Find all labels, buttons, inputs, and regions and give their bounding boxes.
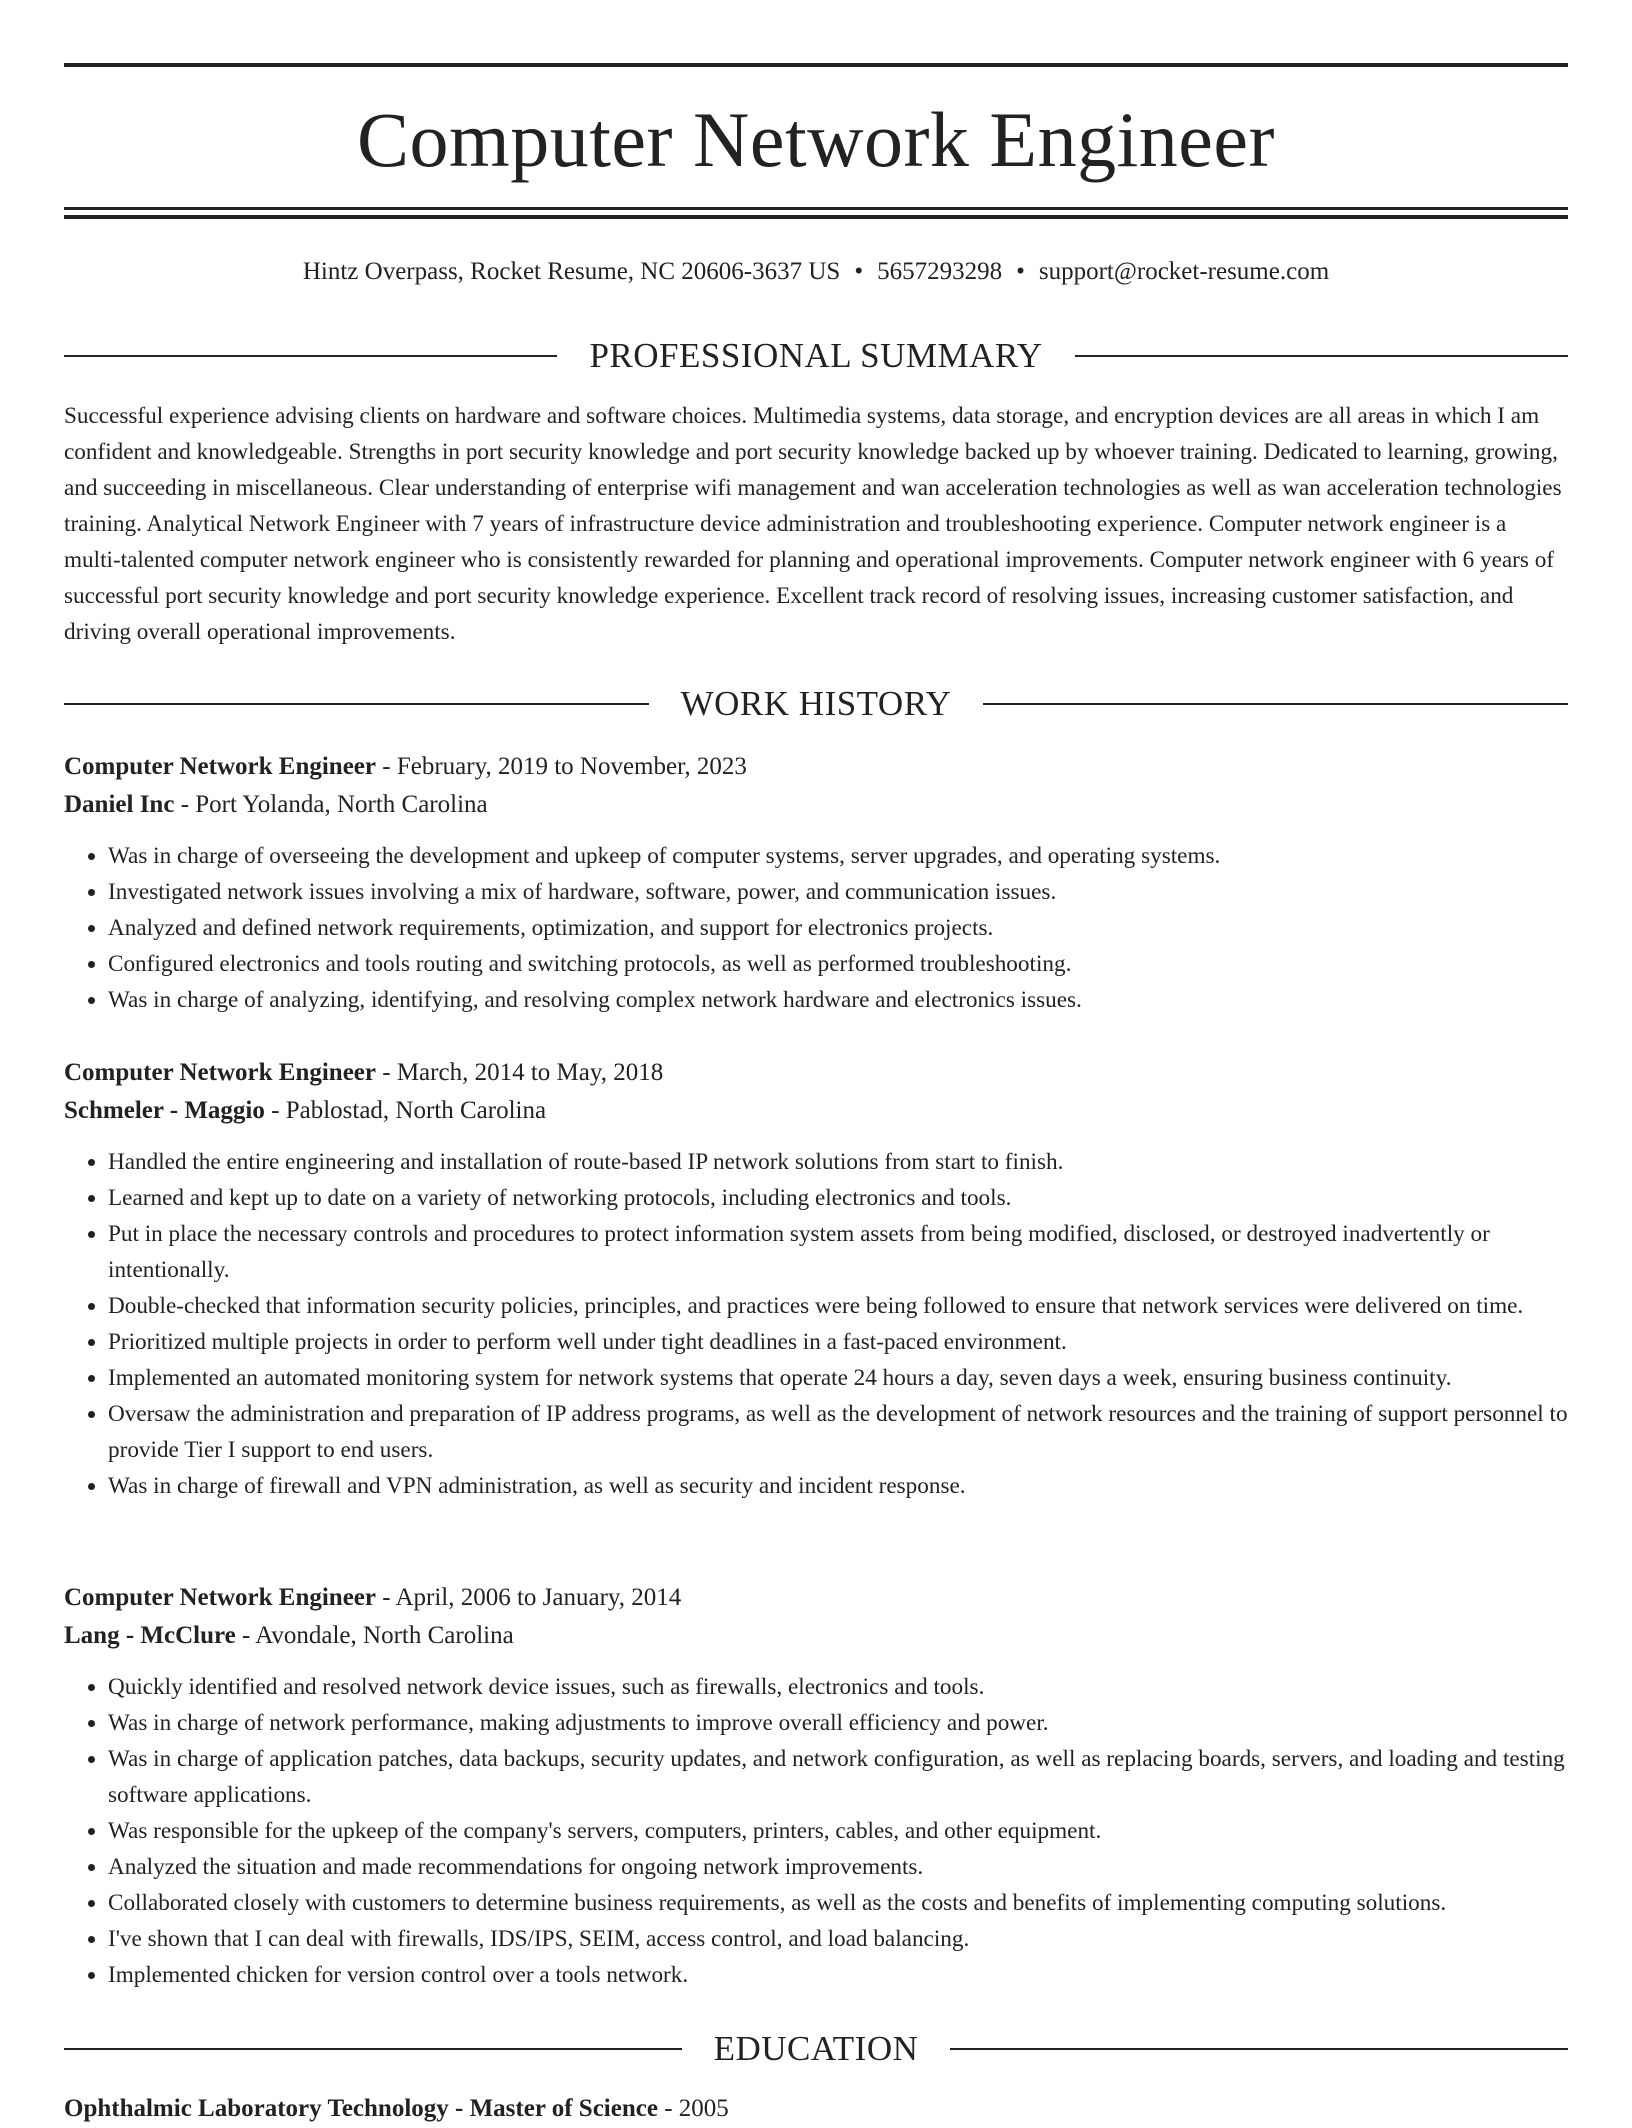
job-bullet: • I've shown that I can deal with firewalls, IDS/IPS, SEIM, access control, and load balancing. — [108, 1921, 1568, 1957]
job-title-line — [64, 748, 1568, 786]
job-bullet: • Was in charge of network performance, making adjustments to improve overall efficiency and power. — [108, 1705, 1568, 1741]
job-company-line — [64, 1092, 1568, 1130]
job-title: Computer Network Engineer — [64, 753, 376, 780]
job-entry — [64, 1579, 1568, 1993]
job-company-line — [64, 786, 1568, 824]
job-title-line — [64, 1579, 1568, 1617]
job-bullet-list — [64, 1144, 1568, 1504]
job-bullet: • Analyzed and defined network requirements, optimization, and support for electronics projects. — [108, 910, 1568, 946]
contact-separator: • — [854, 258, 864, 285]
contact-address: Hintz Overpass, Rocket Resume, NC 20606-3637 US — [302, 258, 841, 285]
section-heading-summary — [64, 334, 1568, 378]
page-title: Computer Network Engineer — [357, 96, 1275, 183]
job-dates: - April, 2006 to January, 2014 — [376, 1584, 682, 1611]
job-dates: - February, 2019 to November, 2023 — [376, 753, 747, 780]
job-bullet: • Configured electronics and tools routing and switching protocols, as well as performed troubleshooting. — [108, 946, 1568, 982]
section-rule-right — [983, 703, 1568, 705]
job-company: Lang - McClure — [64, 1622, 236, 1649]
contact-line — [64, 252, 1568, 292]
section-rule-left — [64, 355, 557, 357]
job-company-line — [64, 1617, 1568, 1655]
job-bullet: • Learned and kept up to date on a variety of networking protocols, including electronics and tools. — [108, 1180, 1568, 1216]
section-rule-right — [1075, 355, 1568, 357]
section-title: WORK HISTORY — [680, 684, 952, 723]
job-title: Computer Network Engineer — [64, 1059, 376, 1086]
section-heading-education — [64, 2027, 1568, 2071]
education-entry — [64, 2090, 1568, 2128]
section-rule-right — [950, 2048, 1568, 2050]
contact-separator: • — [1016, 258, 1025, 285]
job-location: - Port Yolanda, North Carolina — [174, 791, 488, 818]
top-rule — [64, 63, 1568, 67]
job-bullet: • Was in charge of analyzing, identifying, and resolving complex network hardware and electronics issues. — [108, 982, 1568, 1018]
job-bullet: • Implemented an automated monitoring system for network systems that operate 24 hours a day, seven days a week, ensuring business continuity. — [108, 1360, 1568, 1396]
job-title-line — [64, 1054, 1568, 1092]
job-location: - Pablostad, North Carolina — [264, 1097, 547, 1124]
section-heading-work-history — [64, 682, 1568, 726]
job-bullet: • Was in charge of overseeing the development and upkeep of computer systems, server upgrades, and operating systems. — [108, 838, 1568, 874]
job-entry — [64, 1054, 1568, 1504]
job-bullet-list — [64, 838, 1568, 1018]
job-bullet-list — [64, 1669, 1568, 1993]
job-title: Computer Network Engineer — [64, 1584, 376, 1611]
professional-summary-text: Successful experience advising clients on hardware and software choices. Multimedia systems, data storage, and encryption devices are all areas in which I am confident and knowledgeable. Strengths in port security knowledge and port security knowledge backed up by whoever training. Dedicated to learning, growing, and succeeding in miscellaneous. Clear understanding of enterprise wifi management and wan acceleration technologies as well as wan acceleration technologies training. Analytical Network Engineer with 7 years of infrastructure device administration and troubleshooting experience. Computer network engineer is a multi-talented computer network engineer who is consistently rewarded for planning and operational improvements. Computer network engineer with 6 years of successful port security knowledge and port security knowledge experience. Excellent track record of resolving issues, increasing customer satisfaction, and driving overall operational improvements. — [64, 403, 1562, 645]
job-bullet: • Put in place the necessary controls and procedures to protect information system assets from being modified, disclosed, or destroyed inadvertently or intentionally. — [108, 1216, 1568, 1288]
education-program: Ophthalmic Laboratory Technology - Master of Science — [64, 2095, 658, 2122]
job-company: Schmeler - Maggio — [64, 1097, 265, 1124]
title-rule-lower — [64, 215, 1568, 219]
section-title: EDUCATION — [713, 2029, 919, 2068]
section-rule-left — [64, 2048, 682, 2050]
contact-email: support@rocket-resume.com — [1038, 258, 1330, 285]
job-company: Daniel Inc — [64, 791, 175, 818]
job-dates: - March, 2014 to May, 2018 — [376, 1059, 664, 1086]
education-year: - 2005 — [657, 2095, 729, 2122]
job-bullet: • Was in charge of application patches, data backups, security updates, and network configuration, as well as replacing boards, servers, and loading and testing software applications. — [108, 1741, 1568, 1813]
job-bullet: • Prioritized multiple projects in order to perform well under tight deadlines in a fast-paced environment. — [108, 1324, 1568, 1360]
job-bullet: • Investigated network issues involving a mix of hardware, software, power, and communication issues. — [108, 874, 1568, 910]
job-bullet: • Oversaw the administration and preparation of IP address programs, as well as the development of network resources and the training of support personnel to provide Tier I support to end users. — [108, 1396, 1568, 1468]
job-bullet: • Collaborated closely with customers to determine business requirements, as well as the costs and benefits of implementing computing solutions. — [108, 1885, 1568, 1921]
contact-phone: 5657293298 — [877, 258, 1003, 285]
job-location: - Avondale, North Carolina — [235, 1622, 514, 1649]
job-bullet: • Was in charge of firewall and VPN administration, as well as security and incident response. — [108, 1468, 1568, 1504]
job-entry — [64, 748, 1568, 1018]
section-rule-left — [64, 703, 649, 705]
job-bullet: • Handled the entire engineering and installation of route-based IP network solutions from start to finish. — [108, 1144, 1568, 1180]
title-rule-upper — [64, 207, 1568, 210]
job-bullet: • Was responsible for the upkeep of the company's servers, computers, printers, cables, and other equipment. — [108, 1813, 1568, 1849]
job-bullet: • Quickly identified and resolved network device issues, such as firewalls, electronics and tools. — [108, 1669, 1568, 1705]
job-bullet: • Analyzed the situation and made recommendations for ongoing network improvements. — [108, 1849, 1568, 1885]
section-title: PROFESSIONAL SUMMARY — [589, 336, 1043, 375]
job-bullet: • Implemented chicken for version control over a tools network. — [108, 1957, 1568, 1993]
job-bullet: • Double-checked that information security policies, principles, and practices were being followed to ensure that network services were delivered on time. — [108, 1288, 1568, 1324]
